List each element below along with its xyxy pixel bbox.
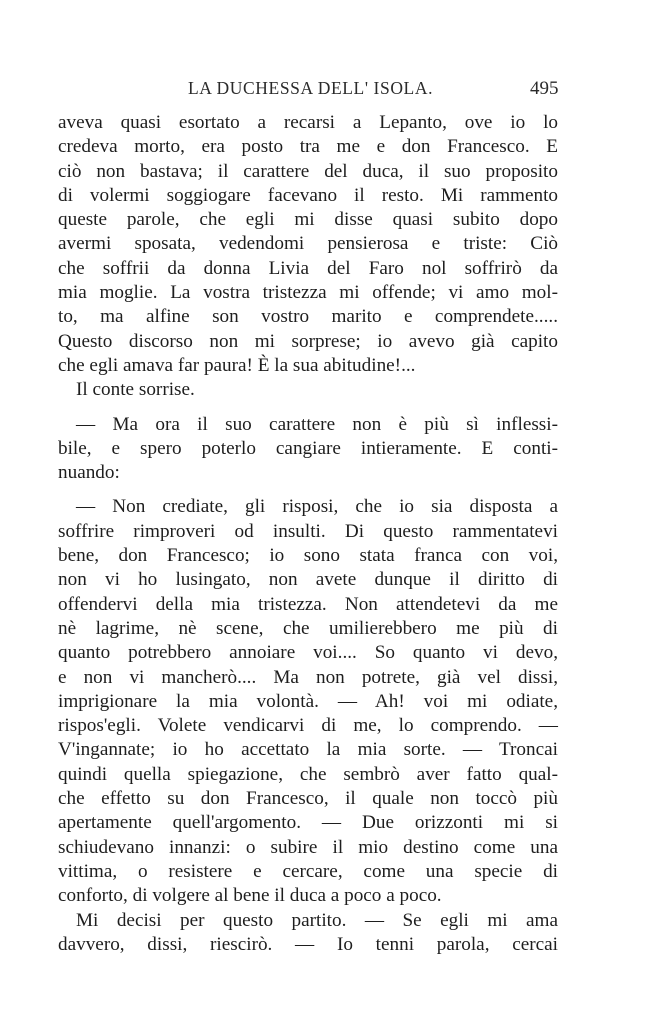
text-line: quanto potrebbero annoiare voi.... So quanto vi devo, xyxy=(58,642,558,664)
text-line: mia moglie. La vostra tristezza mi offende; vi amo mol- xyxy=(58,282,558,304)
body-text xyxy=(58,111,558,957)
text-line: Mi decisi per questo partito. — Se egli mi ama xyxy=(76,909,558,931)
text-line: di volermi soggiogare facevano il resto. Mi rammento xyxy=(58,184,558,206)
text-line: — Non crediate, gli risposi, che io sia disposta a xyxy=(76,496,558,518)
text-line: queste parole, che egli mi disse quasi subito dopo xyxy=(58,209,558,231)
text-line: che effetto su don Francesco, il quale non toccò più xyxy=(58,788,558,810)
running-title: LA DUCHESSA DELL' ISOLA. xyxy=(188,78,434,98)
text-line: soffrire rimproveri od insulti. Di questo rammentatevi xyxy=(58,520,558,542)
text-line: Il conte sorrise. xyxy=(76,379,195,401)
text-line: ciò non bastava; il carattere del duca, il suo proposito xyxy=(58,160,558,182)
text-line: e non vi mancherò.... Ma non potrete, già vel dissi, xyxy=(58,666,558,688)
text-line: che egli amava far paura! È la sua abitudine!... xyxy=(58,354,416,376)
text-line: non vi ho lusingato, non avete dunque il diritto di xyxy=(58,569,558,591)
paragraph-gap xyxy=(58,403,558,413)
text-line: conforto, di volgere al bene il duca a poco a poco. xyxy=(58,885,442,907)
text-line: vittima, o resistere e cercare, come una specie di xyxy=(58,860,558,882)
text-line: imprigionare la mia volontà. — Ah! voi mi odiate, xyxy=(58,690,558,712)
paragraph-gap xyxy=(58,485,558,495)
text-line: aveva quasi esortato a recarsi a Lepanto, ove io lo xyxy=(58,112,558,133)
text-line: rispos'egli. Volete vendicarvi di me, lo comprendo. — xyxy=(58,715,558,737)
text-line: quindi quella spiegazione, che sembrò aver fatto qual- xyxy=(58,763,558,785)
page-header xyxy=(0,72,655,98)
text-line: nè lagrime, nè scene, che umilierebbero me più di xyxy=(58,617,558,639)
text-line: nuando: xyxy=(58,462,120,484)
text-line: bene, don Francesco; io sono stata franca con voi, xyxy=(58,545,558,567)
text-line: apertamente quell'argomento. — Due orizzonti mi si xyxy=(58,812,558,834)
text-line: Questo discorso non mi sorprese; io avevo già capito xyxy=(58,330,558,352)
text-line: avermi sposata, vedendomi pensierosa e triste: Ciò xyxy=(58,233,558,255)
page-number: 495 xyxy=(530,78,559,99)
text-line: to, ma alfine son vostro marito e comprendete..... xyxy=(58,306,558,328)
text-line: credeva morto, era posto tra me e don Francesco. E xyxy=(58,136,558,158)
text-line: davvero, dissi, riescirò. — Io tenni parola, cercai xyxy=(58,933,558,955)
text-line: V'ingannate; io ho accettato la mia sorte. — Troncai xyxy=(58,739,558,761)
text-line: offendervi della mia tristezza. Non attendetevi da me xyxy=(58,593,558,615)
text-line: schiudevano innanzi: o subire il mio destino come una xyxy=(58,836,558,858)
text-line: bile, e spero poterlo cangiare intieramente. E conti- xyxy=(58,437,558,459)
text-line: — Ma ora il suo carattere non è più sì inflessi- xyxy=(76,413,558,435)
text-line: che soffrii da donna Livia del Faro nol soffrirò da xyxy=(58,257,558,279)
